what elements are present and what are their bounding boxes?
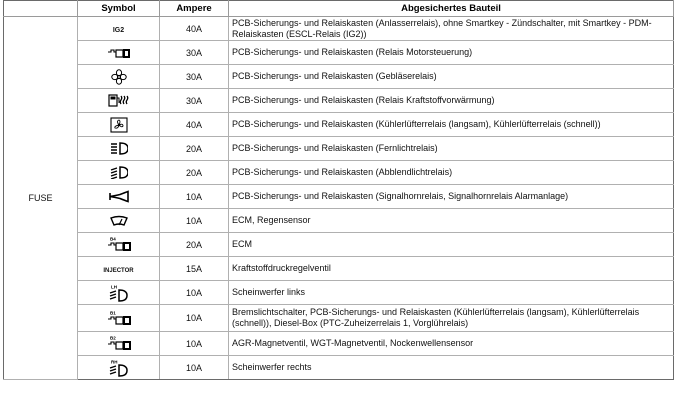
table-row xyxy=(4,305,674,332)
ampere-cell: 10A xyxy=(160,305,229,332)
ampere-cell: 10A xyxy=(160,281,229,305)
ampere-cell: 15A xyxy=(160,257,229,281)
ampere-cell: 20A xyxy=(160,137,229,161)
symbol-cell xyxy=(78,65,160,89)
component-cell: Kraftstoffdruckregelventil xyxy=(229,257,674,281)
table-row xyxy=(4,65,674,89)
symbol-cell xyxy=(78,257,160,281)
component-cell: ECM xyxy=(229,233,674,257)
symbol-cell xyxy=(78,89,160,113)
table-row xyxy=(4,137,674,161)
table-row xyxy=(4,41,674,65)
symbol-cell xyxy=(78,209,160,233)
table-row xyxy=(4,356,674,380)
headlamp-rh-label: RH xyxy=(110,359,117,364)
ampere-cell: 30A xyxy=(160,41,229,65)
symbol-cell xyxy=(78,332,160,356)
component-cell: PCB-Sicherungs- und Relaiskasten (Fernlichtrelais) xyxy=(229,137,674,161)
injector-text-icon: INJECTOR xyxy=(103,267,134,274)
high-beam-icon xyxy=(110,142,128,155)
table-row xyxy=(4,161,674,185)
table-row xyxy=(4,185,674,209)
engine-b1-label: B1 xyxy=(109,310,116,315)
engine-b1-icon xyxy=(106,310,132,327)
component-cell: Scheinwerfer rechts xyxy=(229,356,674,380)
fuse-table xyxy=(3,0,674,380)
symbol-cell xyxy=(78,185,160,209)
ampere-cell: 20A xyxy=(160,233,229,257)
symbol-cell xyxy=(78,161,160,185)
symbol-cell xyxy=(78,305,160,332)
engine-b4-label: B4 xyxy=(109,236,116,242)
table-row xyxy=(4,89,674,113)
component-header: Abgesichertes Bauteil xyxy=(229,1,674,17)
table-row xyxy=(4,17,674,41)
symbol-cell xyxy=(78,233,160,257)
fuse-type-cell: FUSE xyxy=(4,17,78,380)
table-row xyxy=(4,113,674,137)
table-row xyxy=(4,281,674,305)
component-cell: Scheinwerfer links xyxy=(229,281,674,305)
table-header-row xyxy=(4,1,674,17)
engine-b2-icon xyxy=(106,335,132,352)
ampere-cell: 40A xyxy=(160,17,229,41)
component-cell: PCB-Sicherungs- und Relaiskasten (Relais Motorsteuerung) xyxy=(229,41,674,65)
ampere-header: Ampere xyxy=(160,1,229,17)
table-row xyxy=(4,332,674,356)
table-row xyxy=(4,233,674,257)
symbol-cell xyxy=(78,281,160,305)
ig2-text-icon: IG2 xyxy=(112,26,125,34)
headlamp-lh-label: LH xyxy=(110,284,117,289)
component-cell: PCB-Sicherungs- und Relaiskasten (Gebläserelais) xyxy=(229,65,674,89)
cooling-fan-icon xyxy=(110,117,128,133)
component-cell: PCB-Sicherungs- und Relaiskasten (Relais Kraftstoffvorwärmung) xyxy=(229,89,674,113)
horn-icon xyxy=(108,190,130,203)
ampere-cell: 40A xyxy=(160,113,229,137)
component-cell: PCB-Sicherungs- und Relaiskasten (Abblendlichtrelais) xyxy=(229,161,674,185)
blower-fan-icon xyxy=(111,69,127,85)
ampere-cell: 30A xyxy=(160,89,229,113)
component-cell: Bremslichtschalter, PCB-Sicherungs- und Relaiskasten (Kühlerlüfterrelais (langsam), Kühlerlüfterrelais (schnell)), Diesel-Box (PTC-Zuheizerrelais 1, Vorglührelais) xyxy=(229,305,674,332)
symbol-cell xyxy=(78,17,160,41)
component-cell: PCB-Sicherungs- und Relaiskasten (Signalhornrelais, Signalhornrelais Alarmanlage) xyxy=(229,185,674,209)
fuel-heater-icon xyxy=(108,93,130,108)
symbol-cell xyxy=(78,356,160,380)
component-cell: PCB-Sicherungs- und Relaiskasten (Kühlerlüfterrelais (langsam), Kühlerlüfterrelais (schnell)) xyxy=(229,113,674,137)
ampere-cell: 10A xyxy=(160,185,229,209)
ampere-cell: 20A xyxy=(160,161,229,185)
wiper-icon xyxy=(110,215,128,227)
ampere-cell: 10A xyxy=(160,356,229,380)
ampere-cell: 10A xyxy=(160,209,229,233)
fuse-table-container xyxy=(3,0,673,399)
low-beam-icon xyxy=(110,166,128,179)
type-header xyxy=(4,1,78,17)
symbol-cell xyxy=(78,137,160,161)
ampere-cell: 10A xyxy=(160,332,229,356)
starter-relay-icon xyxy=(107,46,131,60)
table-row xyxy=(4,209,674,233)
symbol-cell xyxy=(78,41,160,65)
headlamp-rh-icon xyxy=(108,359,130,377)
engine-b2-label: B2 xyxy=(109,335,116,341)
table-row xyxy=(4,257,674,281)
component-cell: ECM, Regensensor xyxy=(229,209,674,233)
headlamp-lh-icon xyxy=(108,284,130,302)
component-cell: AGR-Magnetventil, WGT-Magnetventil, Nockenwellensensor xyxy=(229,332,674,356)
symbol-cell xyxy=(78,113,160,137)
engine-b4-icon xyxy=(106,236,132,253)
component-cell: PCB-Sicherungs- und Relaiskasten (Anlasserrelais), ohne Smartkey - Zündschalter, mit Smartkey - PDM-Relaiskasten (ESCL-Relais (IG2)) xyxy=(229,17,674,41)
ampere-cell: 30A xyxy=(160,65,229,89)
symbol-header: Symbol xyxy=(78,1,160,17)
